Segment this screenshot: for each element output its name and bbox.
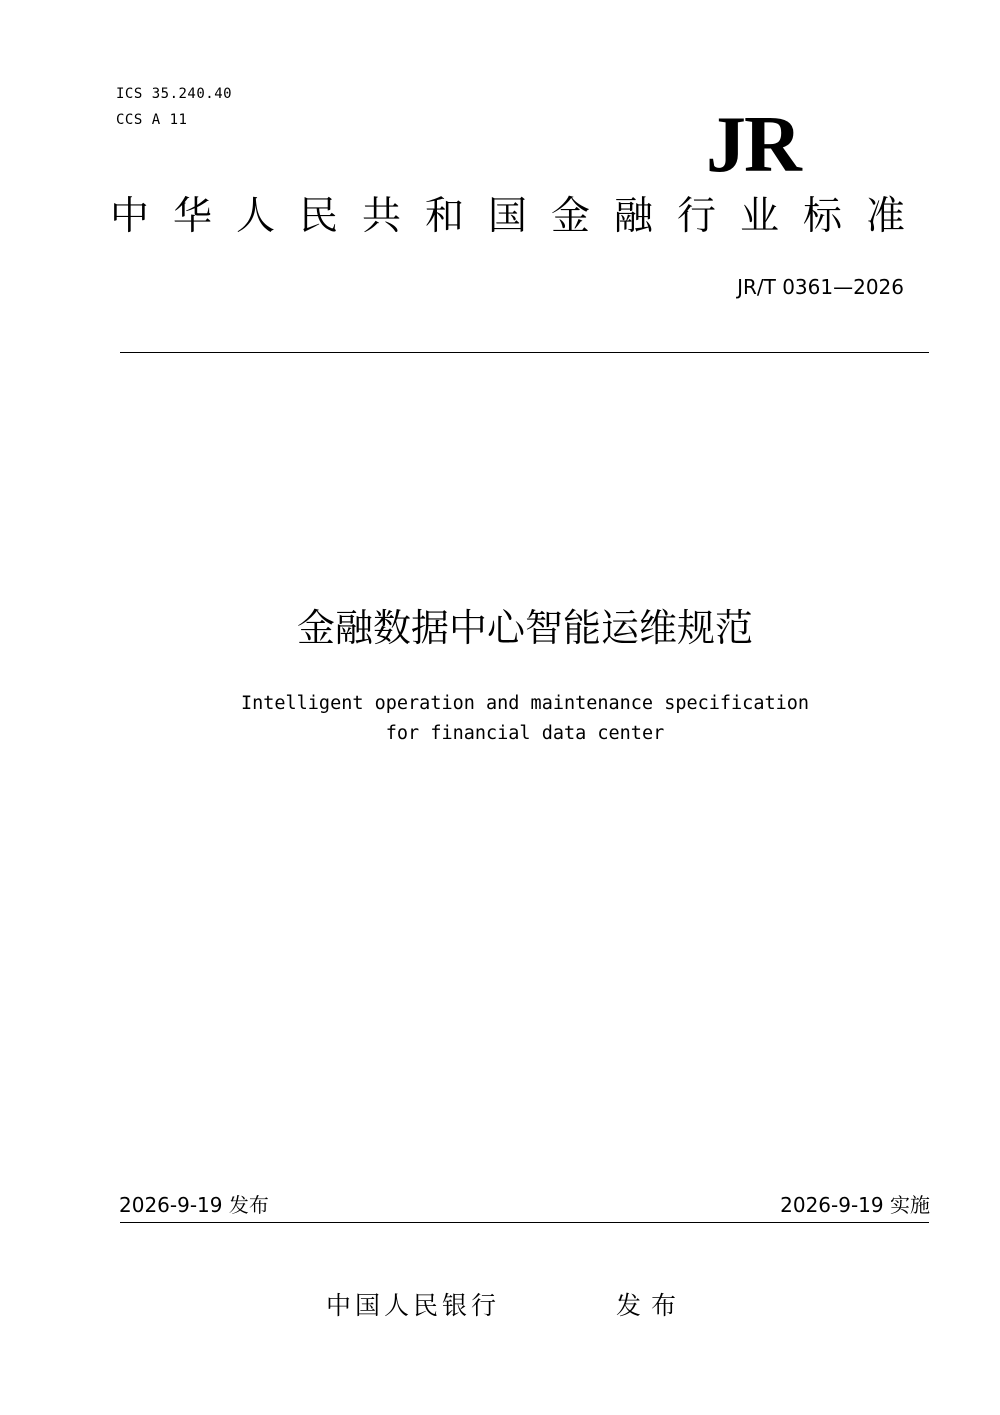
issue-label: 发布 bbox=[616, 1291, 687, 1320]
bottom-divider bbox=[120, 1222, 929, 1223]
implementation-date: 2026-9-19 实施 bbox=[780, 1193, 930, 1217]
standard-number: JR/T 0361—2026 bbox=[737, 275, 904, 299]
ccs-code: CCS A 11 bbox=[116, 112, 188, 128]
publish-date: 2026-9-19 发布 bbox=[119, 1193, 269, 1217]
top-divider bbox=[120, 352, 929, 353]
ics-code: ICS 35.240.40 bbox=[116, 86, 233, 102]
standard-type-heading: 中华人民共和国金融行业标准 bbox=[110, 194, 930, 239]
jr-logo: JR bbox=[706, 101, 800, 189]
document-title-chinese: 金融数据中心智能运维规范 bbox=[296, 606, 753, 650]
document-title-english: Intelligent operation and maintenance specification for financial data center bbox=[240, 693, 810, 744]
issuing-authority: 中国人民银行 bbox=[326, 1291, 501, 1320]
